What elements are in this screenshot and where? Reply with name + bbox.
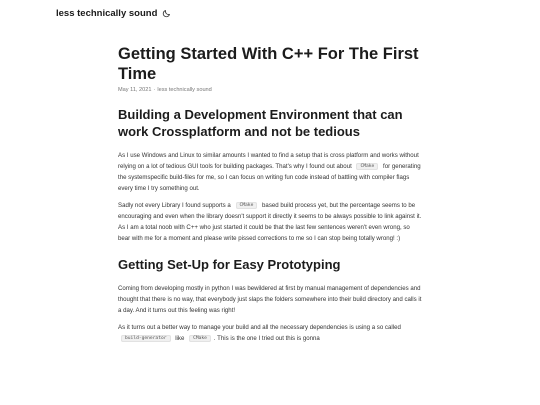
moon-icon[interactable] [162, 9, 171, 18]
post-author: less technically sound [157, 87, 212, 93]
inline-code: CMake [236, 202, 258, 209]
paragraph-text: Coming from developing mostly in python I was bewildered at first by manual management of dependencies and thought that there is no way, that everybody just slaps the folders somewhere into their build directory and calls it a day. And it turns out this feeling was right! [118, 285, 422, 314]
section-heading-dev-environment: Building a Development Environment that can work Crossplatform and not be tedious [118, 107, 403, 139]
paragraph-text: . This is the one I tried out this is gonna [213, 335, 320, 342]
post-title: Getting Started With C++ For The First Time [118, 45, 419, 83]
section-heading-setup: Getting Set-Up for Easy Prototyping [118, 257, 341, 272]
post-meta [118, 87, 423, 94]
paragraph-text: As I use Windows and Linux to similar amounts I wanted to find a setup that is cross platform and works without relying on a lot of tedious GUI tools for building packages. That's why I found out about [118, 152, 419, 170]
paragraph-text: Sadly not every Library I found supports a [118, 202, 231, 209]
paragraph [118, 200, 423, 244]
post-date: May 11, 2021 [118, 87, 152, 93]
inline-code: CMake [356, 163, 378, 170]
paragraph-text: like [175, 335, 185, 342]
post-content [118, 44, 423, 350]
meta-separator: · [153, 87, 156, 93]
site-header [56, 6, 171, 20]
paragraph-text: for generating the systemspecific build-files for me, so I can focus on writing fun code instead of battling with compiler flags every time I try something out. [118, 163, 421, 192]
inline-code: build-generator [121, 335, 171, 342]
paragraph-text: based build process yet, but the percentage seems to be encouraging and even when the library doesn't support it directly it seems to be always possible to link against it. As I am a total noob with C++ who just started it could be that the last few sentences weren't even wrong, so bear with me for a moment and please write pissed corrections to me so I can stop being totally wrong! :) [118, 202, 422, 242]
paragraph [118, 150, 423, 194]
site-title-link[interactable]: less technically sound [56, 7, 158, 19]
paragraph [118, 322, 423, 344]
inline-code: CMake [189, 335, 211, 342]
paragraph-text: As it turns out a better way to manage your build and all the necessary dependencies is using a so called [118, 324, 401, 331]
paragraph [118, 283, 423, 316]
